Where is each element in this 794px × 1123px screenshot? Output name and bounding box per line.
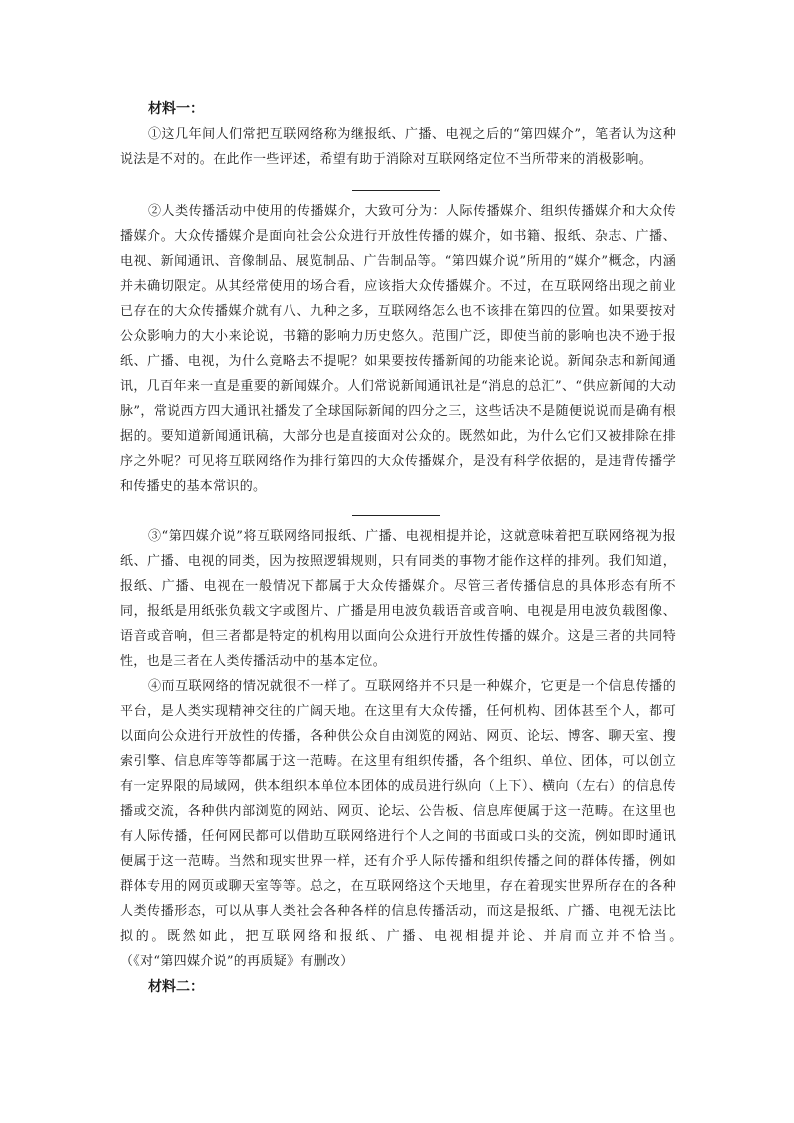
paragraph-1: ①这几年间人们常把互联网络称为继报纸、广播、电视之后的“第四媒介”，笔者认为这种说法是不对的。在此作一些评述，希望有助于消除对互联网络定位不当所带来的消极影响。 bbox=[120, 127, 676, 167]
document-page bbox=[120, 96, 676, 1000]
paragraph-2: ②人类传播活动中使用的传播媒介，大致可分为：人际传播媒介、组织传播媒介和大众传播媒介。大众传播媒介是面向社会公众进行开放性传播的媒介，如书籍、报纸、杂志、广播、电视、新闻通讯、音像制品、展览制品、广告制品等。“第四媒介说”所用的“媒介”概念，内涵并未确切限定。从其经常使用的场合看，应该指大众传播媒介。不过，在互联网络出现之前业已存在的大众传播媒介就有八、九种之多，互联网络怎么也不该排在第四的位置。如果要按对公众影响力的大小来论说，书籍的影响力历史悠久。范围广泛，即使当前的影响也决不逊于报纸、广播、电视，为什么竟略去不提呢？如果要按传播新闻的功能来论说。新闻杂志和新闻通讯，几百年来一直是重要的新闻媒介。人们常说新闻通讯社是“消息的总汇”、“供应新闻的大动脉”，常说西方四大通讯社播发了全球国际新闻的四分之三，这些话决不是随便说说而是确有根据的。要知道新闻通讯稿，大部分也是直接面对公众的。既然如此，为什么它们又被排除在排序之外呢？可见将互联网络作为排行第四的大众传播媒介，是没有科学依据的，是违背传播学和传播史的基本常识的。 bbox=[120, 204, 676, 494]
source-citation: （《对“第四媒介说”的再质疑》有删改） bbox=[120, 954, 354, 969]
material2-heading: 材料二： bbox=[148, 979, 204, 995]
paragraph-4 bbox=[120, 674, 676, 974]
material1-heading: 材料一： bbox=[148, 101, 204, 117]
paragraph-3: ③“第四媒介说”将互联网络同报纸、广播、电视相提并论，这就意味着把互联网络视为报纸、广播、电视的同类，因为按照逻辑规则，只有同类的事物才能作这样的排列。我们知道，报纸、广播、电视在一般情况下都属于大众传播媒介。尽管三者传播信息的具体形态有所不同，报纸是用纸张负载文字或图片、广播是用电波负载语音或音响、电视是用电波负载图像、语音或音响，但三者都是特定的机构用以面向公众进行开放性传播的媒介。这是三者的共同特性，也是三者在人类传播活动中的基本定位。 bbox=[120, 529, 676, 669]
fill-in-blank-line-2 bbox=[352, 515, 440, 516]
fill-in-blank-line-1 bbox=[352, 190, 440, 191]
paragraph-4-text: ④而互联网络的情况就很不一样了。互联网络并不只是一种媒介，它更是一个信息传播的平台，是人类实现精神交往的广阔天地。在这里有大众传播，任何机构、团体甚至个人，都可以面向公众进行开放性的传播，各种供公众自由浏览的网站、网页、论坛、博客、聊天室、搜索引擎、信息库等等都属于这一范畴。在这里有组织传播，各个组织、单位、团体，可以创立有一定界限的局域网，供本组织本单位本团体的成员进行纵向（上下）、横向（左右）的信息传播或交流，各种供内部浏览的网站、网页、论坛、公告板、信息库便属于这一范畴。在这里也有人际传播，任何网民都可以借助互联网络进行个人之间的书面或口头的交流，例如即时通讯便属于这一范畴。当然和现实世界一样，还有介乎人际传播和组织传播之间的群体传播，例如群体专用的网页或聊天室等等。总之，在互联网络这个天地里，存在着现实世界所存在的各种人类传播形态，可以从事人类社会各种各样的信息传播活动，而这是报纸、广播、电视无法比拟的。既然如此，把互联网络和报纸、广播、电视相提并论、并肩而立并不恰当。 bbox=[120, 679, 676, 944]
